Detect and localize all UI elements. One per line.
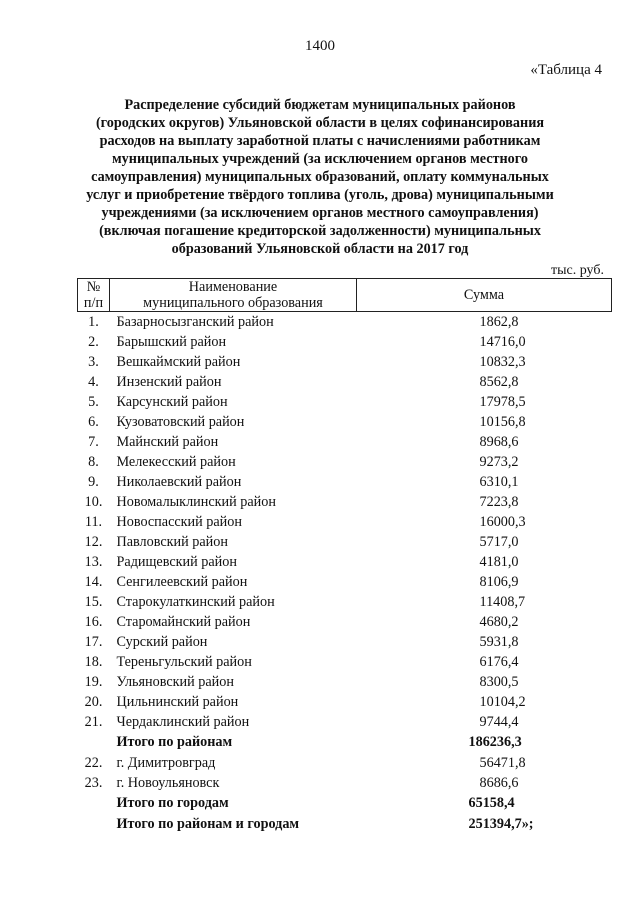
row-number: 1. — [88, 313, 99, 330]
subsidy-table — [77, 278, 612, 835]
row-number: 4. — [88, 373, 99, 390]
row-amount: 17978,5 — [479, 393, 526, 410]
row-name: Барышский район — [116, 333, 227, 350]
row-amount: 8562,8 — [479, 373, 519, 390]
row-name: г. Новоульяновск — [116, 774, 220, 791]
total-row-districts — [78, 732, 612, 753]
header-amount: Сумма — [357, 279, 612, 312]
row-number: 2. — [88, 333, 99, 350]
page-number: 1400 — [305, 38, 335, 54]
table-row — [78, 632, 612, 652]
table-body — [78, 312, 612, 836]
row-name: Новоспасский район — [116, 513, 242, 530]
header-number-line1: № — [86, 279, 101, 295]
row-amount: 11408,7 — [479, 593, 526, 610]
table-row — [78, 652, 612, 672]
row-name: Цильнинский район — [116, 693, 239, 710]
row-amount: 9273,2 — [479, 453, 519, 470]
row-number: 9. — [88, 473, 99, 490]
title-line: (городских округов) Ульяновской области в целях софинансирования — [95, 115, 545, 131]
row-amount: 5717,0 — [479, 533, 519, 550]
header-name-line2: муниципального образования — [143, 295, 323, 311]
row-name: Чердаклинский район — [116, 713, 250, 730]
title-line: муниципальных учреждений (за исключением органов местного — [112, 151, 528, 167]
total-row-cities — [78, 793, 612, 814]
row-number: 3. — [88, 353, 99, 370]
row-name: Новомалыклинский район — [116, 493, 276, 510]
document-title — [70, 96, 570, 258]
total-amount: 251394,7»; — [468, 816, 534, 832]
row-name: Радищевский район — [116, 553, 237, 570]
total-amount: 65158,4 — [468, 795, 515, 811]
total-amount: 186236,3 — [468, 734, 522, 750]
row-name: Инзенский район — [116, 373, 222, 390]
header-name — [110, 279, 357, 312]
table-reference: «Таблица 4 — [530, 62, 602, 78]
table-row — [78, 612, 612, 632]
table-row — [78, 332, 612, 352]
table-row — [78, 712, 612, 732]
row-name: Ульяновский район — [116, 673, 234, 690]
table-row — [78, 412, 612, 432]
header-name-line1: Наименование — [188, 279, 278, 295]
title-line: самоуправления) муниципальных образований, оплату коммунальных — [91, 169, 549, 185]
row-amount: 5931,8 — [479, 633, 519, 650]
row-amount: 9744,4 — [479, 713, 519, 730]
table-row — [78, 492, 612, 512]
title-line: Распределение субсидий бюджетам муниципальных районов — [124, 97, 516, 113]
row-amount: 4181,0 — [479, 553, 519, 570]
row-name: Майнский район — [116, 433, 219, 450]
row-name: Старомайнский район — [116, 613, 251, 630]
row-number: 5. — [88, 393, 99, 410]
row-number: 12. — [84, 533, 103, 550]
table-row — [78, 672, 612, 692]
row-name: Старокулаткинский район — [116, 593, 275, 610]
total-label: Итого по районам — [116, 734, 233, 750]
table-row — [78, 592, 612, 612]
row-amount: 10104,2 — [479, 693, 526, 710]
row-number: 22. — [84, 754, 103, 771]
table-row — [78, 532, 612, 552]
row-number: 18. — [84, 653, 103, 670]
row-name: Мелекесский район — [116, 453, 236, 470]
row-name: г. Димитровград — [116, 754, 216, 771]
row-amount: 8686,6 — [479, 774, 519, 791]
title-line: расходов на выплату заработной платы с начислениями работникам — [99, 133, 541, 149]
table-row — [78, 312, 612, 333]
row-amount: 8968,6 — [479, 433, 519, 450]
total-label: Итого по районам и городам — [116, 816, 300, 832]
row-number: 10. — [84, 493, 103, 510]
title-line: учреждениями (за исключением органов местного самоуправления) — [101, 205, 539, 221]
table-row — [78, 512, 612, 532]
row-name: Базарносызганский район — [116, 313, 274, 330]
row-amount: 16000,3 — [479, 513, 526, 530]
table-row — [78, 452, 612, 472]
row-number: 7. — [88, 433, 99, 450]
row-number: 20. — [84, 693, 103, 710]
grand-total-row — [78, 814, 612, 835]
header-number-line2: п/п — [83, 295, 104, 311]
row-amount: 6176,4 — [479, 653, 519, 670]
row-amount: 56471,8 — [479, 754, 526, 771]
row-number: 19. — [84, 673, 103, 690]
row-amount: 10156,8 — [479, 413, 526, 430]
table-row — [78, 692, 612, 712]
row-number: 17. — [84, 633, 103, 650]
header-number — [78, 279, 110, 312]
row-number: 6. — [88, 413, 99, 430]
row-amount: 6310,1 — [479, 473, 519, 490]
table-row — [78, 372, 612, 392]
row-number: 14. — [84, 573, 103, 590]
row-amount: 8300,5 — [479, 673, 519, 690]
row-amount: 10832,3 — [479, 353, 526, 370]
row-name: Тереньгульский район — [116, 653, 252, 670]
table-row — [78, 392, 612, 412]
title-line: услуг и приобретение твёрдого топлива (уголь, дрова) муниципальными — [86, 187, 554, 203]
row-name: Карсунский район — [116, 393, 228, 410]
row-amount: 1862,8 — [479, 313, 519, 330]
table-row — [78, 773, 612, 793]
row-amount: 7223,8 — [479, 493, 519, 510]
row-name: Кузоватовский район — [116, 413, 245, 430]
table-header — [78, 279, 612, 312]
table-row — [78, 552, 612, 572]
table-row — [78, 432, 612, 452]
row-name: Вешкаймский район — [116, 353, 241, 370]
table-row — [78, 472, 612, 492]
total-label: Итого по городам — [116, 795, 229, 811]
row-number: 21. — [84, 713, 103, 730]
row-number: 11. — [84, 513, 103, 530]
row-number: 16. — [84, 613, 103, 630]
row-number: 8. — [88, 453, 99, 470]
row-amount: 14716,0 — [479, 333, 526, 350]
row-number: 13. — [84, 553, 103, 570]
row-number: 23. — [84, 774, 103, 791]
row-number: 15. — [84, 593, 103, 610]
table-row — [78, 572, 612, 592]
row-name: Сенгилеевский район — [116, 573, 248, 590]
title-line: (включая погашение кредиторской задолженности) муниципальных — [99, 223, 541, 239]
table-row — [78, 352, 612, 372]
units-label: тыс. руб. — [551, 263, 604, 278]
row-name: Павловский район — [116, 533, 228, 550]
table-row — [78, 753, 612, 773]
row-name: Сурский район — [116, 633, 208, 650]
row-amount: 4680,2 — [479, 613, 519, 630]
row-amount: 8106,9 — [479, 573, 519, 590]
row-name: Николаевский район — [116, 473, 242, 490]
title-line: образований Ульяновской области на 2017 год — [171, 241, 469, 257]
